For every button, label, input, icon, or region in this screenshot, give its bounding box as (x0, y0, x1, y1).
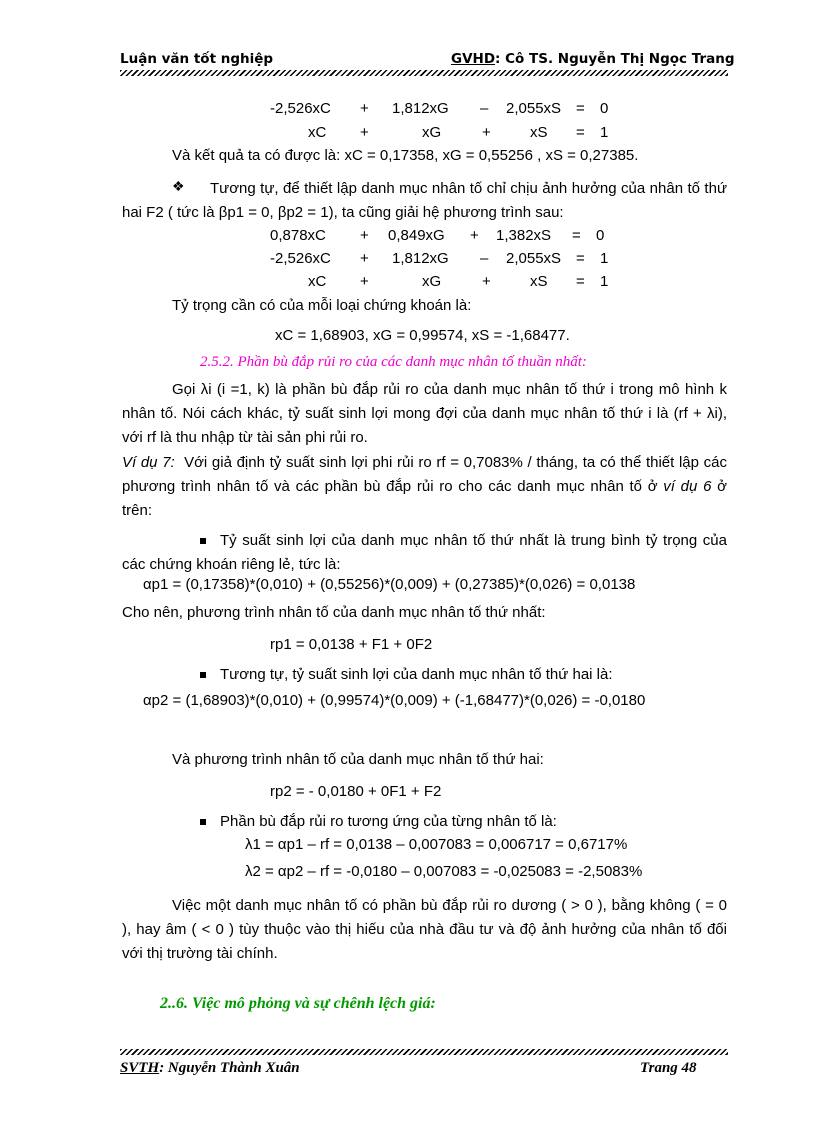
header-rule (120, 70, 728, 76)
example-7 (122, 451, 727, 523)
factor2-intro: Và phương trình nhân tố của danh mục nhân tố thứ hai: (172, 751, 544, 768)
eq-term: 2,055xS (506, 250, 562, 267)
bullet-2-text: Tương tự, tỷ suất sinh lợi của danh mục nhân tố thứ hai là: (220, 666, 613, 683)
diamond-bullet-icon: ❖ (172, 178, 185, 194)
lambda2-equation: λ2 = αp2 – rf = -0,0180 – 0,007083 = -0,025083 = -2,5083% (245, 863, 643, 880)
para-similar: Tương tự, để thiết lập danh mục nhân tố chỉ chịu ảnh hưởng của nhân tố thứ hai F2 ( tức là βp1 = 0, βp2 = 1), ta cũng giải hệ phương trình sau: (122, 180, 727, 221)
page-number: Trang 48 (640, 1060, 697, 1076)
eq-op: + (360, 227, 369, 244)
eq-term: 1,812xG (392, 100, 449, 117)
eq-term: xS (530, 273, 548, 290)
factor1-intro: Cho nên, phương trình nhân tố của danh mục nhân tố thứ nhất: (122, 604, 546, 621)
weights-result: xC = 1,68903, xG = 0,99574, xS = -1,68477. (275, 327, 570, 344)
footer-author-name: : Nguyễn Thành Xuân (159, 1060, 300, 1076)
alpha-p1-equation: αp1 = (0,17358)*(0,010) + (0,55256)*(0,009) + (0,27385)*(0,026) = 0,0138 (143, 576, 636, 593)
eq-term: 1,382xS (496, 227, 552, 244)
eq-term: 1 (600, 250, 609, 267)
eq-term: 1 (600, 273, 609, 290)
eq-op: = (576, 100, 585, 117)
square-bullet-icon (200, 672, 206, 678)
eq-term: 1,812xG (392, 250, 449, 267)
section-heading-2-6: 2..6. Việc mô phỏng và sự chênh lệch giá: (160, 995, 436, 1012)
bullet-1 (122, 529, 727, 577)
bullet-1-text: Tỷ suất sinh lợi của danh mục nhân tố thứ nhất là trung bình tỷ trọng của các chứng khoán riêng lẻ, tức là: (122, 532, 727, 573)
eq-term: 2,055xS (506, 100, 562, 117)
eq-term: -2,526xC (270, 100, 331, 117)
eq-op: + (470, 227, 479, 244)
eq-term: xG (422, 124, 442, 141)
example-tail: ở trên: (122, 478, 727, 519)
eq-op: = (576, 273, 585, 290)
eq-op: = (572, 227, 581, 244)
section-heading-2-5-2: 2.5.2. Phần bù đắp rủi ro của các danh mục nhân tố thuần nhất: (200, 354, 587, 370)
weights-intro: Tỷ trọng cần có của mỗi loại chứng khoán là: (172, 297, 472, 314)
eq-term: 0,849xG (388, 227, 445, 244)
footer-author (120, 1060, 300, 1077)
result1: Và kết quả ta có được là: xC = 0,17358, xG = 0,55256 , xS = 0,27385. (172, 147, 639, 164)
eq-term: xG (422, 273, 442, 290)
eq-op: – (480, 250, 489, 267)
para-lambda: Gọi λi (i =1, k) là phần bù đắp rủi ro của danh mục nhân tố thứ i trong mô hình k nhân tố. Nói cách khác, tỷ suất sinh lợi mong đợi của danh mục nhân tố thứ i là (rf + λi), với rf là thu nhập từ tài sản phi rủi ro. (122, 381, 727, 446)
eq-term: 1 (600, 124, 609, 141)
alpha-p2-equation: αp2 = (1,68903)*(0,010) + (0,99574)*(0,009) + (-1,68477)*(0,026) = -0,0180 (143, 692, 646, 709)
eq-term: 0 (600, 100, 609, 117)
header-advisor (451, 51, 734, 67)
eq-op: + (360, 273, 369, 290)
footer-author-label: SVTH (120, 1060, 160, 1076)
eq-term: xC (308, 124, 327, 141)
bullet-2 (200, 666, 613, 683)
rp2-equation: rp2 = - 0,0180 + 0F1 + F2 (270, 783, 442, 800)
eq-term: xC (308, 273, 327, 290)
para-conclusion: Việc một danh mục nhân tố có phần bù đắp rủi ro dương ( > 0 ), bằng không ( = 0 ), hay âm ( < 0 ) tùy thuộc vào thị hiếu của nhà đầu tư và độ ảnh hưởng của nhân tố đối với thị trường tài chính. (122, 897, 727, 962)
eq-op: – (480, 100, 489, 117)
header-advisor-label: GVHD (451, 51, 496, 67)
header-advisor-name: : Cô TS. Nguyễn Thị Ngọc Trang (495, 51, 735, 67)
eq-op: + (360, 250, 369, 267)
eq-op: + (482, 124, 491, 141)
square-bullet-icon (200, 819, 206, 825)
footer-rule (120, 1049, 728, 1055)
eq-term: 0,878xC (270, 227, 326, 244)
system2-row1 (270, 227, 604, 244)
square-bullet-icon (200, 538, 206, 544)
eq-term: 0 (596, 227, 605, 244)
eq-op: + (360, 124, 369, 141)
rp1-equation: rp1 = 0,0138 + F1 + 0F2 (270, 636, 433, 653)
system2-row2 (270, 250, 608, 267)
header-title: Luận văn tốt nghiệp (120, 51, 274, 67)
example-label: Ví dụ 7: (122, 454, 175, 471)
eq-term: xS (530, 124, 548, 141)
lambda1-equation: λ1 = αp1 – rf = 0,0138 – 0,007083 = 0,006717 = 0,6717% (245, 836, 628, 853)
system1-row1 (270, 100, 608, 117)
system2-row3 (308, 273, 608, 290)
system1-row2 (308, 124, 608, 141)
example-text: Với giả định tỷ suất sinh lợi phi rủi ro rf = 0,7083% / tháng, ta có thể thiết lập các phương trình nhân tố và các phần bù đắp rủi ro cho các danh mục nhân tố ở (122, 454, 728, 495)
eq-op: + (482, 273, 491, 290)
eq-term: -2,526xC (270, 250, 331, 267)
eq-op: + (360, 100, 369, 117)
eq-op: = (576, 124, 585, 141)
bullet-3-text: Phần bù đắp rủi ro tương ứng của từng nhân tố là: (220, 813, 557, 830)
eq-op: = (576, 250, 585, 267)
bullet-3 (200, 813, 557, 830)
example-ref: ví dụ 6 (663, 478, 712, 495)
